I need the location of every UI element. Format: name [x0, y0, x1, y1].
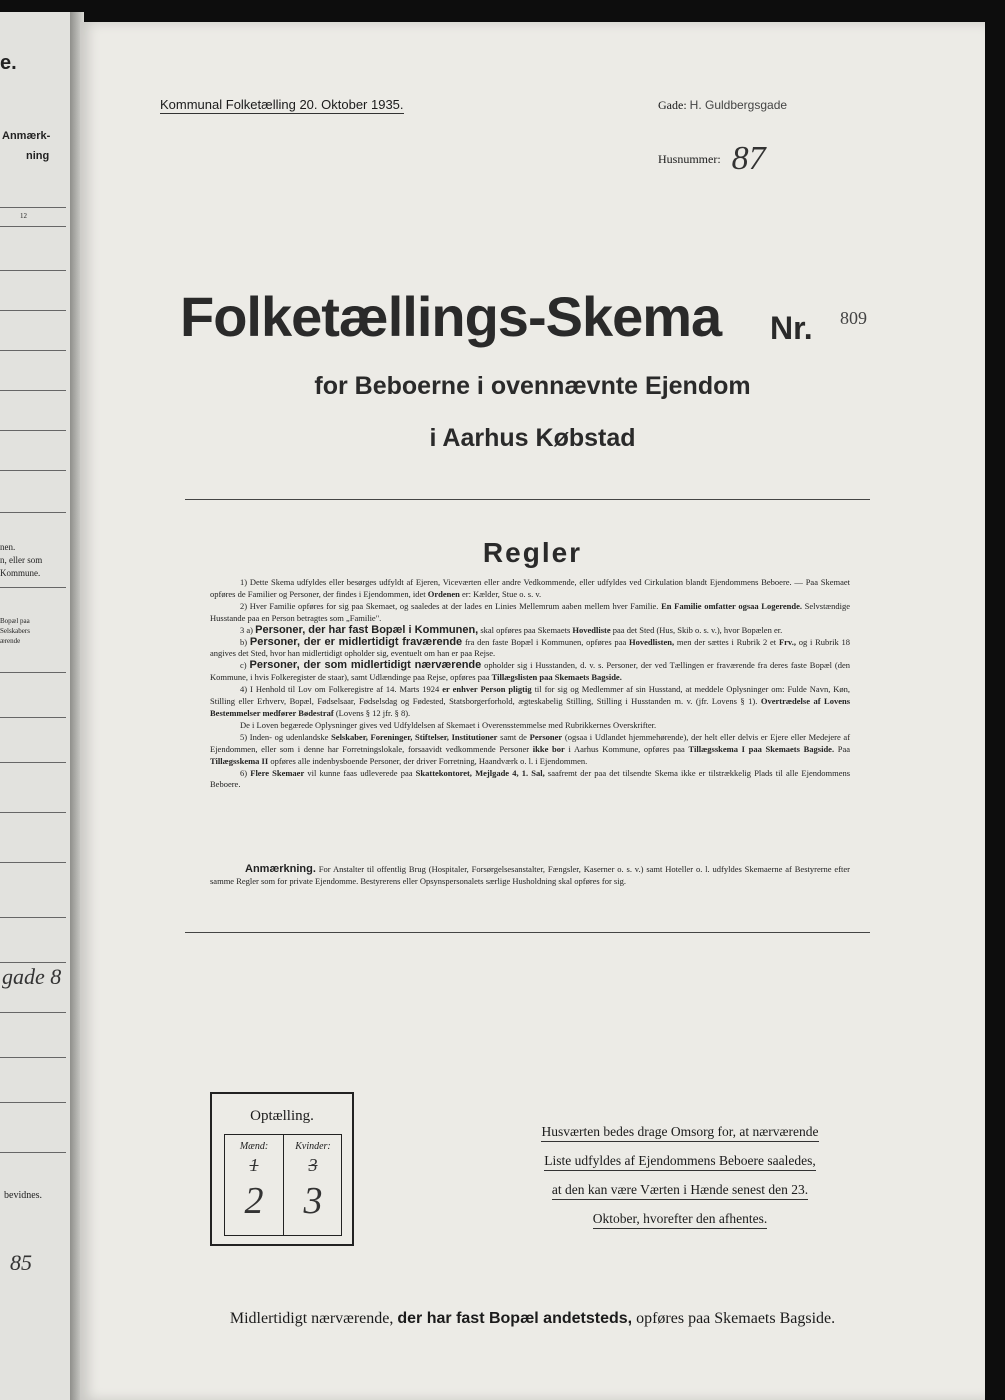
- rule-4b: De i Loven begærede Oplysninger gives ved Udfyldelsen af Skemaet i Overensstemmelse med Rubrikkernes Overskrifter.: [240, 719, 657, 730]
- left-heading-line2: ning: [26, 150, 50, 162]
- anmaerkning-text: For Anstalter til offentlig Brug (Hospitaler, Forsørgelsesanstalter, Fængsler, Kaserner o. s. v.) samt Hoteller o. l. udfyldes Skemaerne af Bestyrerne efter samme Regler som for private Ejendomme. Bestyrerens eller Opsynspersonalets særlige Husholdning skal opføres for sig.: [210, 864, 851, 886]
- left-handwritten-street: gade 8: [2, 964, 62, 989]
- left-note2-line3: ærende: [0, 637, 21, 645]
- notice-line-2: Liste udfyldes af Ejendommens Beboere saaledes,: [544, 1152, 815, 1171]
- gade-field: [658, 98, 787, 113]
- left-bevidnes: bevidnes.: [4, 1190, 43, 1201]
- footer-note: [80, 1310, 985, 1328]
- kvinder-value: 3: [303, 1180, 323, 1222]
- optaelling-box: [210, 1092, 354, 1246]
- rule-3a: 3 a) Personer, der har fast Bopæl i Kommunen, skal opføres paa Skemaets Hovedliste paa det Sted (Hus, Skib o. s. v.), hvor Bopælen er.: [240, 623, 783, 636]
- census-header-line: Kommunal Folketælling 20. Oktober 1935.: [160, 97, 404, 112]
- top-divider: [185, 499, 870, 500]
- landlord-notice: [510, 1117, 850, 1233]
- left-note1-line1: nen.: [0, 542, 16, 552]
- bottom-divider: [185, 932, 870, 933]
- rule-5: 5) Inden- og udenlandske Selskaber, Foreninger, Stiftelser, Institutioner samt de Personer (ogsaa i Udlandet hjemmehørende), der helt eller delvis er Ejere eller Medejere af Ejendommen, eller som i denne har Forretningslokale, forsaavidt vedkommende Personer ikke bor i Aarhus Kommune, opføres paa Tillægsskema I paa Skemaets Bagside. Paa Tillægsskema II opføres alle indenbysboende Personer, der driver Forretning, Haandværk o. l. i Ejendommen.: [210, 731, 851, 766]
- notice-line-3: at den kan være Værten i Hænde senest den 23.: [552, 1181, 808, 1200]
- rule-3c: c) Personer, der som midlertidigt nærværende opholder sig i Husstanden, d. v. s. Personer, der ved Tællingen er fraværende fra deres faste Bopæl (den Kommune, i hvis Folkeregister de staar), samt Udlændinge paa Rejse, opføres paa Tillægslisten paa Skemaets Bagside.: [210, 659, 850, 683]
- footer-bold: der har fast Bopæl andetsteds,: [397, 1310, 633, 1327]
- optaelling-title: Optælling.: [250, 1108, 314, 1124]
- left-heading-line1: Anmærk-: [2, 130, 51, 142]
- rules-text: [210, 577, 850, 791]
- gade-label: Gade:: [658, 98, 687, 112]
- anmaerkning-label: Anmærkning.: [245, 863, 316, 875]
- husnummer-value: 87: [731, 140, 766, 177]
- anmaerkning-note: [210, 864, 850, 888]
- left-note1-line3: Kommune.: [0, 568, 41, 578]
- footer-post: opføres paa Skemaets Bagside.: [636, 1310, 836, 1327]
- left-note2-line2: Selskabers: [0, 627, 30, 635]
- form-subtitle-1: for Beboerne i ovennævnte Ejendom: [314, 372, 751, 400]
- form-number-value: 809: [840, 308, 867, 328]
- rule-1: 1) Dette Skema udfyldes eller besørges udfyldt af Ejeren, Viceværten eller andre Vedkommende, eller udfyldes ved Cirkulation blandt Ejendommens Beboere. — Paa Skemaet opføres de Familier og Personer, der findes i Ejendommen, idet Ordenen er: Kælder, Stue o. s. v.: [210, 577, 850, 599]
- rule-2: 2) Hver Familie opføres for sig paa Skemaet, og saaledes at der lades en Linies Mellemrum aaben mellem hver Familie. En Familie omfatter ogsaa Logerende. Selvstændige Husstande paa en Person betragtes som „Familie".: [210, 600, 850, 623]
- kvinder-label: Kvinder:: [295, 1141, 331, 1152]
- left-note2-line1: Bopæl paa: [0, 617, 30, 625]
- footer-pre: Midlertidigt nærværende,: [229, 1310, 394, 1327]
- rule-6: 6) Flere Skemaer vil kunne faas udleverede paa Skattekontoret, Mejlgade 4, 1. Sal, saafremt der paa det tilsendte Skema ikke er tilstrækkelig Plads til alle Ejendommens Beboere.: [210, 767, 851, 790]
- husnummer-field: [658, 134, 766, 177]
- rule-3b: b) Personer, der er midlertidigt fraværende fra den faste Bopæl i Kommunen, opføres paa Hovedlisten, men der sættes i Rubrik 2 et Frv., og i Rubrik 18 angives det Sted, hvor han midlertidigt opholder sig, eventuelt om han er paa Rejse.: [210, 635, 851, 659]
- optaelling-grid: [224, 1134, 342, 1236]
- form-title: Folketællings-Skema: [180, 285, 722, 348]
- left-col-number: 12: [20, 212, 27, 220]
- maend-crossed-value: 1: [249, 1155, 259, 1175]
- rules-heading: Regler: [482, 537, 583, 568]
- form-number-label: Nr.: [770, 310, 813, 346]
- husnummer-label: Husnummer:: [658, 152, 721, 166]
- left-top-letter: e.: [0, 52, 17, 74]
- kvinder-crossed-value: 3: [308, 1155, 318, 1175]
- notice-line-4: Oktober, hvorefter den afhentes.: [593, 1210, 768, 1229]
- gade-value: H. Guldbergsgade: [689, 98, 788, 112]
- maend-value: 2: [244, 1180, 264, 1222]
- left-handwritten-number: 85: [10, 1250, 32, 1275]
- maend-column: [225, 1135, 283, 1235]
- left-page-fragment: [0, 12, 81, 1400]
- kvinder-column: [283, 1135, 342, 1235]
- form-subtitle-2: i Aarhus Købstad: [429, 424, 636, 452]
- maend-label: Mænd:: [239, 1141, 269, 1152]
- rule-4: 4) I Henhold til Lov om Folkeregistre af 14. Marts 1924 er enhver Person pligtig til for sig og Medlemmer af sin Husstand, at meddele Oplysninger om: Fulde Navn, Køn, Stilling eller Erhverv, Bopæl, Fødselsaar, Fødselsdag og Fødested, Statsborgerforhold, ægteskabelig Stilling, Stilling i Husstanden m. v. (jfr. Lovens § 1). Overtrædelse af Lovens Bestemmelser medfører Bødestraf (Lovens § 12 jfr. § 8).: [210, 684, 851, 718]
- left-note1-line2: n, eller som: [0, 555, 43, 565]
- notice-line-1: Husværten bedes drage Omsorg for, at nærværende: [541, 1123, 818, 1142]
- census-form-page: [80, 22, 985, 1400]
